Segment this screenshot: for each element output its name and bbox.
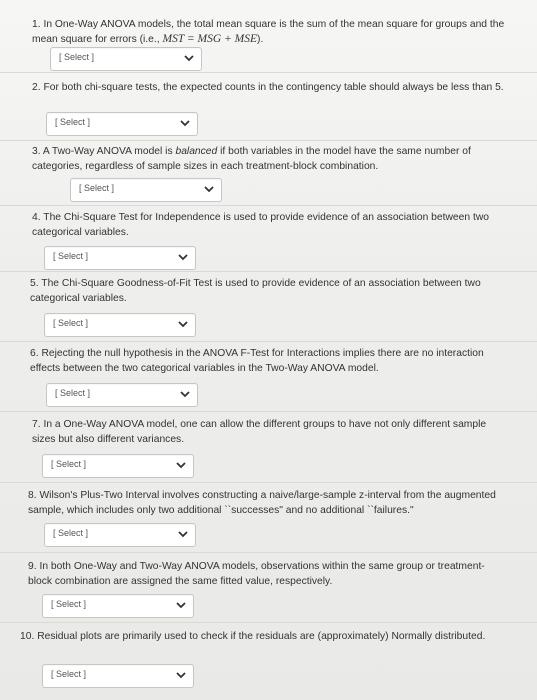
question-7 (0, 411, 537, 483)
question-number: 9. (28, 561, 37, 572)
question-9 (0, 552, 537, 623)
answer-select-6[interactable] (46, 383, 198, 407)
emphasis-text: balanced (175, 146, 218, 157)
answer-select-1[interactable] (50, 47, 202, 71)
question-8-text (28, 488, 528, 518)
chevron-down-icon (175, 669, 187, 681)
chevron-down-icon (183, 52, 195, 64)
question-1-text (32, 17, 512, 47)
select-label: [ Select ] (55, 388, 91, 398)
answer-select-8[interactable] (44, 523, 196, 547)
chevron-down-icon (179, 117, 191, 129)
question-number: 4. (32, 212, 41, 223)
question-text: In both One-Way and Two-Way ANOVA models, observations within the same group or treatment-block combination are assigned the same fitted value, respectively. (28, 561, 485, 587)
answer-select-3[interactable] (70, 178, 222, 202)
select-label: [ Select ] (51, 459, 87, 469)
answer-select-9[interactable] (42, 594, 194, 618)
question-9-text (28, 559, 508, 589)
question-text: In a One-Way ANOVA model, one can allow the different groups to have not only different sample sizes but also different variances. (32, 419, 487, 445)
question-number: 10. (20, 631, 35, 642)
select-label: [ Select ] (53, 251, 89, 261)
question-number: 2. (32, 82, 41, 93)
question-text: The Chi-Square Goodness-of-Fit Test is used to provide evidence of an association between two categorical variables. (30, 278, 481, 304)
question-number: 5. (30, 278, 39, 289)
question-5-text (30, 276, 520, 306)
answer-select-7[interactable] (42, 454, 194, 478)
question-10 (0, 622, 537, 700)
question-text: Residual plots are primarily used to check if the residuals are (approximately) Normally distributed. (37, 631, 486, 642)
question-number: 1. (32, 19, 41, 30)
question-text: In One-Way ANOVA models, the total mean square is the sum of the mean square for groups and the mean square for errors (i.e., (32, 19, 505, 45)
select-label: [ Select ] (79, 183, 115, 193)
question-6-text (30, 346, 510, 376)
question-3 (0, 140, 537, 206)
question-text: The Chi-Square Test for Independence is used to provide evidence of an association between two categorical variables. (32, 212, 489, 238)
question-4-text (32, 210, 512, 240)
question-text-end: ). (257, 34, 264, 45)
question-6 (0, 341, 537, 412)
answer-select-4[interactable] (44, 246, 196, 270)
question-3-text (32, 144, 512, 174)
chevron-down-icon (177, 528, 189, 540)
chevron-down-icon (177, 318, 189, 330)
select-label: [ Select ] (59, 52, 95, 62)
answer-select-10[interactable] (42, 664, 194, 688)
select-label: [ Select ] (51, 599, 87, 609)
select-label: [ Select ] (55, 117, 91, 127)
chevron-down-icon (179, 388, 191, 400)
question-1 (0, 0, 537, 73)
question-text: Wilson's Plus-Two Interval involves constructing a naive/large-sample z-interval from the augmented sample, which includes only two additional ``successes" and no additional ``failures." (28, 490, 496, 516)
question-text: For both chi-square tests, the expected counts in the contingency table should always be less than 5. (43, 82, 504, 93)
question-text: A Two-Way ANOVA model is (42, 146, 176, 157)
question-number: 3. (32, 146, 41, 157)
question-8 (0, 482, 537, 553)
select-label: [ Select ] (51, 669, 87, 679)
question-2 (0, 72, 537, 141)
question-5 (0, 271, 537, 342)
formula: MST = MSG + MSE (162, 33, 258, 45)
question-4 (0, 205, 537, 272)
answer-select-2[interactable] (46, 112, 198, 136)
chevron-down-icon (203, 183, 215, 195)
chevron-down-icon (177, 251, 189, 263)
question-10-text (20, 629, 500, 644)
chevron-down-icon (175, 459, 187, 471)
question-number: 6. (30, 348, 39, 359)
question-2-text (32, 80, 512, 95)
question-7-text (32, 417, 512, 447)
question-number: 8. (28, 490, 37, 501)
answer-select-5[interactable] (44, 313, 196, 337)
chevron-down-icon (175, 599, 187, 611)
question-text: Rejecting the null hypothesis in the ANOVA F-Test for Interactions implies there are no interaction effects between the two categorical variables in the Two-Way ANOVA model. (30, 348, 484, 374)
select-label: [ Select ] (53, 528, 89, 538)
question-text-end: if both variables in the model have the same number of categories, regardless of sample sizes in each treatment-block combination. (32, 146, 471, 172)
question-number: 7. (32, 419, 41, 430)
select-label: [ Select ] (53, 318, 89, 328)
